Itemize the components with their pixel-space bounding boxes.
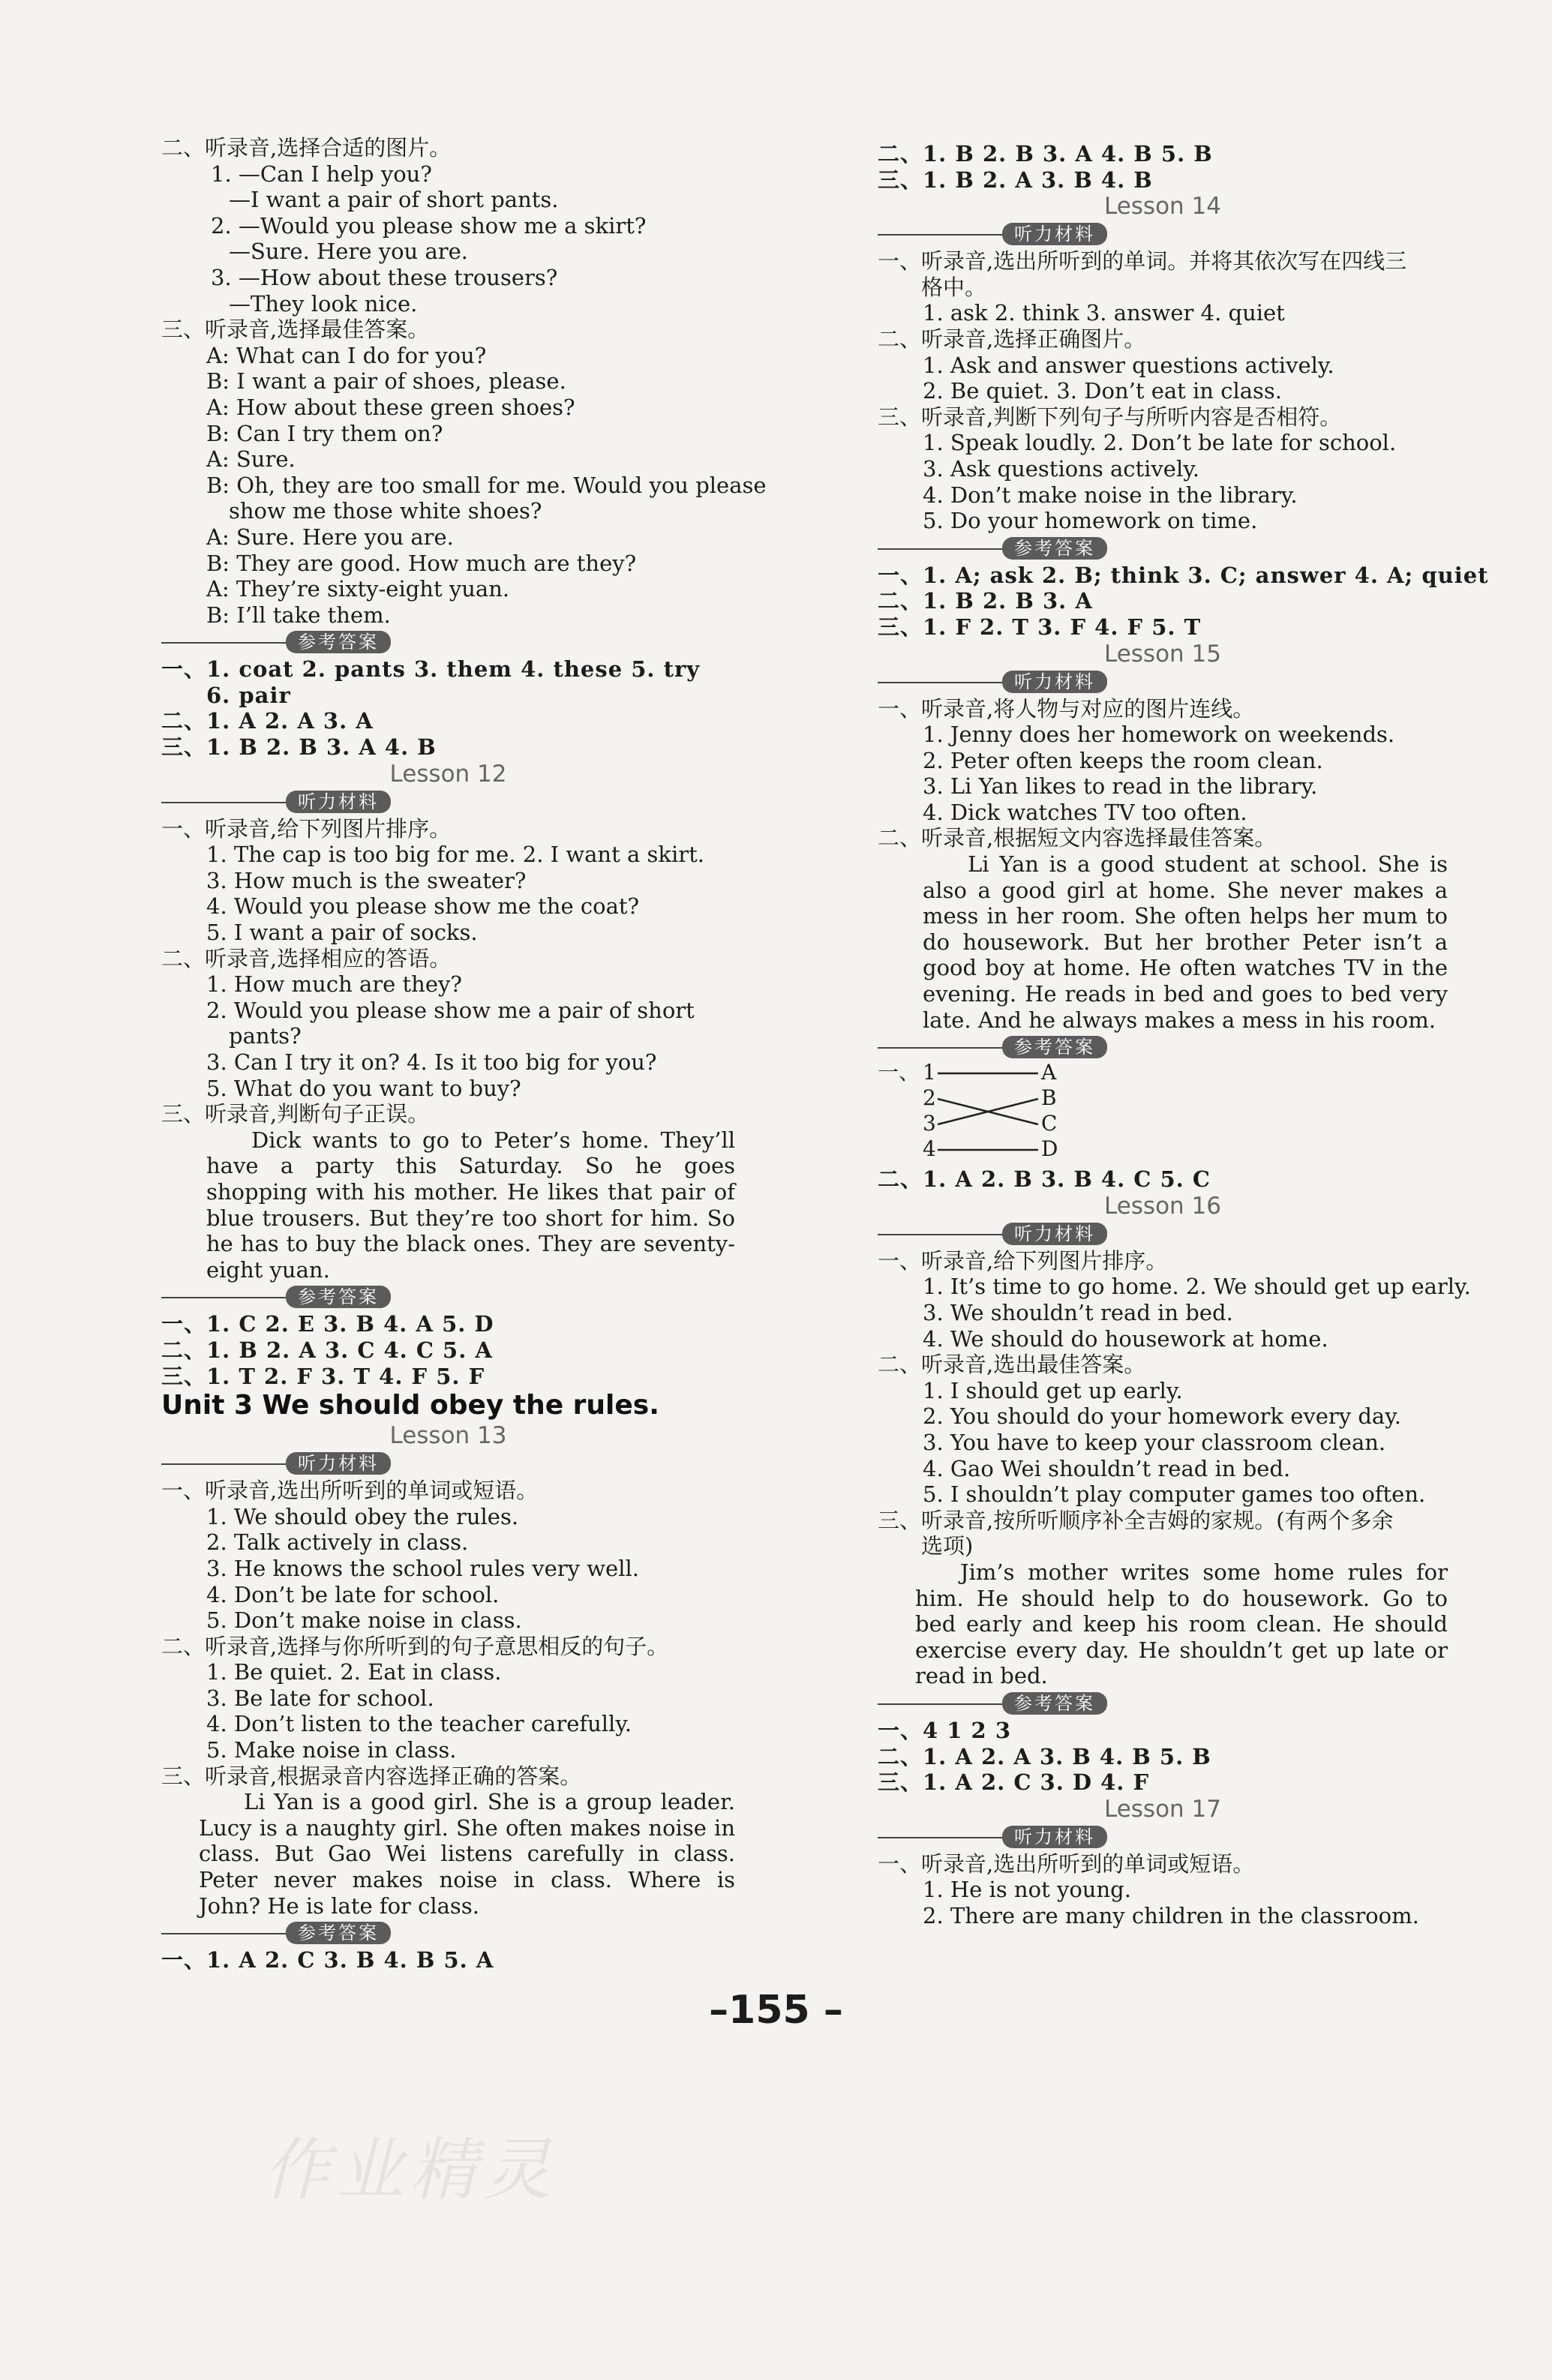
answers-badge: 参考答案 <box>286 1922 391 1944</box>
answer-line: 二、1. B 2. A 3. C 4. C 5. A <box>161 1337 493 1363</box>
section-title: 三、听录音,按所听顺序补全吉姆的家规。(有两个多余 <box>878 1507 1394 1533</box>
section-title: 二、听录音,选择与你所听到的句子意思相反的句子。 <box>161 1633 669 1659</box>
match-right-a: A <box>1041 1060 1057 1085</box>
text-line: 2. There are many children in the classroom. <box>923 1902 1419 1928</box>
answer-line: 6. pair <box>206 682 291 708</box>
answer-line: 二、1. A 2. A 3. B 4. B 5. B <box>878 1743 1211 1769</box>
text-line: —Sure. Here you are. <box>229 239 468 265</box>
match-left-3: 3 <box>923 1111 936 1136</box>
text-line: 1. ask 2. think 3. answer 4. quiet <box>923 300 1285 326</box>
listening-badge: 听力材料 <box>286 791 391 813</box>
passage: Jim’s mother writes some home rules for him. He should help to do housework. Go to bed early and keep his room clean. He should exercise every day. He shouldn’t get up late or read in bed. <box>915 1559 1448 1689</box>
text-line: 3. Ask questions actively. <box>923 455 1199 482</box>
match-right-b: B <box>1041 1085 1057 1111</box>
section-title: 三、听录音,判断下列句子与所听内容是否相符。 <box>878 404 1342 430</box>
section-title: 二、听录音,选择相应的答语。 <box>161 945 452 971</box>
lesson-title: Lesson 13 <box>389 1422 507 1450</box>
listening-header <box>878 1824 1448 1850</box>
text-line: 1. I should get up early. <box>923 1377 1183 1403</box>
text-line: 3. He knows the school rules very well. <box>206 1555 639 1581</box>
answers-header <box>161 1284 735 1310</box>
text-line: 4. Would you please show me the coat? <box>206 893 640 920</box>
lesson-title: Lesson 12 <box>389 760 507 788</box>
text-line: 1. Jenny does her homework on weekends. <box>923 722 1395 748</box>
lesson-title: Lesson 15 <box>1103 640 1221 668</box>
answer-line: 一、1. A; ask 2. B; think 3. C; answer 4. A; quiet <box>878 562 1489 588</box>
match-right-d: D <box>1041 1136 1058 1162</box>
answers-badge: 参考答案 <box>286 1286 391 1308</box>
text-line: 1. Ask and answer questions actively. <box>923 352 1334 378</box>
text-line: —I want a pair of short pants. <box>229 187 559 213</box>
text-line: 2. Be quiet. 3. Don’t eat in class. <box>923 378 1282 404</box>
text-line: 4. Don’t listen to the teacher carefully. <box>206 1711 632 1737</box>
listening-header <box>878 669 1448 695</box>
listening-header <box>161 789 735 815</box>
text-line: 1. —Can I help you? <box>211 161 432 187</box>
text-line: 5. I shouldn’t play computer games too often. <box>923 1481 1426 1508</box>
listening-header <box>878 221 1448 247</box>
answer-line: 一、1. A 2. C 3. B 4. B 5. A <box>161 1947 494 1973</box>
text-line: 5. Do your homework on time. <box>923 508 1258 534</box>
section-title: 三、听录音,判断句子正误。 <box>161 1101 430 1127</box>
listening-badge: 听力材料 <box>1002 223 1107 245</box>
answers-badge: 参考答案 <box>1002 1692 1107 1715</box>
text-line: 3. Be late for school. <box>206 1685 434 1711</box>
listening-header <box>878 1221 1448 1247</box>
match-prefix: 一、 <box>878 1060 920 1085</box>
text-line: 5. What do you want to buy? <box>206 1075 521 1101</box>
section-title: 一、听录音,选出所听到的单词。并将其依次写在四线三 <box>878 248 1407 275</box>
dialogue-line: A: They’re sixty-eight yuan. <box>206 576 510 602</box>
dialogue-line: A: How about these green shoes? <box>206 394 575 420</box>
section-title: 一、听录音,选出所听到的单词或短语。 <box>878 1850 1255 1877</box>
text-line: 3. We shouldn’t read in bed. <box>923 1300 1233 1325</box>
section-title: 一、听录音,选出所听到的单词或短语。 <box>161 1478 539 1504</box>
answers-header <box>878 1691 1448 1716</box>
answer-line: 一、1. C 2. E 3. B 4. A 5. D <box>161 1311 494 1337</box>
text-line: 3. —How about these trousers? <box>211 264 558 290</box>
dialogue-line: B: Oh, they are too small for me. Would you please <box>206 472 767 498</box>
section-title: 二、听录音,选择合适的图片。 <box>161 135 452 161</box>
section-title-cont: 格中。 <box>921 274 987 300</box>
text-line: 4. We should do housework at home. <box>923 1325 1328 1352</box>
text-line: 3. Can I try it on? 4. Is it too big for you? <box>206 1049 657 1075</box>
dialogue-line: A: Sure. <box>206 446 296 473</box>
dialogue-line: A: Sure. Here you are. <box>206 524 454 550</box>
text-line: 4. Dick watches TV too often. <box>923 799 1247 825</box>
match-lines <box>878 1061 1073 1166</box>
text-line: 4. Don’t make noise in the library. <box>923 482 1298 508</box>
answers-header <box>161 629 735 655</box>
text-line: 2. Peter often keeps the room clean. <box>923 747 1323 773</box>
watermark-logo: 作业精灵 <box>263 2131 557 2210</box>
text-line: 3. How much is the sweater? <box>206 867 527 893</box>
section-title: 一、听录音,给下列图片排序。 <box>161 815 452 842</box>
page-number: –155 – <box>709 1988 843 2033</box>
lesson-title: Lesson 16 <box>1103 1192 1221 1220</box>
text-line: 1. He is not young. <box>923 1877 1131 1903</box>
answer-line: 三、1. F 2. T 3. F 4. F 5. T <box>878 614 1202 640</box>
dialogue-line: B: I want a pair of shoes, please. <box>206 368 566 395</box>
right-column <box>878 0 1489 1928</box>
dialogue-line: show me those white shoes? <box>229 498 542 524</box>
text-line: 1. It’s time to go home. 2. We should get up early. <box>923 1274 1471 1300</box>
text-line: 3. Li Yan likes to read in the library. <box>923 773 1318 800</box>
text-line: 2. Talk actively in class. <box>206 1529 469 1556</box>
section-title: 一、听录音,将人物与对应的图片连线。 <box>878 695 1255 722</box>
text-line: 1. Be quiet. 2. Eat in class. <box>206 1659 502 1685</box>
text-line: 4. Don’t be late for school. <box>206 1581 500 1607</box>
section-title-cont: 选项) <box>921 1533 974 1559</box>
text-line: 5. I want a pair of socks. <box>206 920 478 946</box>
listening-badge: 听力材料 <box>1002 1826 1107 1848</box>
answer-line: 二、1. B 2. B 3. A 4. B 5. B <box>878 141 1213 167</box>
section-title: 二、听录音,选出最佳答案。 <box>878 1352 1146 1378</box>
matching-diagram <box>878 1061 1073 1166</box>
text-line: 2. You should do your homework every day. <box>923 1403 1401 1430</box>
answer-line: 三、1. A 2. C 3. D 4. F <box>878 1769 1150 1796</box>
answer-line: 三、1. B 2. B 3. A 4. B <box>161 734 437 761</box>
listening-badge: 听力材料 <box>1002 1223 1107 1245</box>
dialogue-line: B: I’ll take them. <box>206 602 391 628</box>
answers-header <box>878 536 1448 561</box>
text-line: pants? <box>229 1023 302 1049</box>
answers-header <box>161 1920 735 1946</box>
lesson-title: Lesson 17 <box>1103 1795 1221 1823</box>
unit-title: Unit 3 We should obey the rules. <box>161 1390 659 1421</box>
dialogue-line: A: What can I do for you? <box>206 342 487 368</box>
text-line: 1. The cap is too big for me. 2. I want a skirt. <box>206 842 704 868</box>
answer-line: 二、1. B 2. B 3. A <box>878 588 1093 614</box>
section-title: 二、听录音,根据短文内容选择最佳答案。 <box>878 825 1277 851</box>
listening-badge: 听力材料 <box>286 1452 391 1475</box>
left-column <box>161 0 767 1973</box>
text-line: 1. Speak loudly. 2. Don’t be late for school. <box>923 430 1397 456</box>
match-right-c: C <box>1041 1111 1058 1136</box>
answer-line: 三、1. B 2. A 3. B 4. B <box>878 167 1153 193</box>
answers-badge: 参考答案 <box>286 631 391 653</box>
answer-line: 三、1. T 2. F 3. T 4. F 5. F <box>161 1363 485 1389</box>
answer-line: 一、4 1 2 3 <box>878 1717 1012 1743</box>
text-line: 1. How much are they? <box>206 971 462 998</box>
section-title: 三、听录音,根据录音内容选择正确的答案。 <box>161 1763 582 1789</box>
text-line: —They look nice. <box>229 290 418 317</box>
answers-header <box>878 1034 1448 1060</box>
text-line: 4. Gao Wei shouldn’t read in bed. <box>923 1455 1291 1481</box>
answer-line: 一、1. coat 2. pants 3. them 4. these 5. try <box>161 656 701 683</box>
answer-line: 二、1. A 2. A 3. A <box>161 708 374 734</box>
answer-line: 二、1. A 2. B 3. B 4. C 5. C <box>878 1166 1211 1193</box>
passage: Li Yan is a good girl. She is a group leader. Lucy is a naughty girl. She often makes noise in class. But Gao Wei listens carefully in class. Peter never makes noise in class. Where is John? He is late for class. <box>199 1789 735 1919</box>
match-left-2: 2 <box>923 1085 936 1111</box>
section-title: 三、听录音,选择最佳答案。 <box>161 317 430 343</box>
dialogue-line: B: They are good. How much are they? <box>206 550 637 576</box>
text-line: 5. Don’t make noise in class. <box>206 1607 522 1634</box>
answers-badge: 参考答案 <box>1002 1036 1107 1058</box>
text-line: 1. We should obey the rules. <box>206 1503 519 1529</box>
listening-badge: 听力材料 <box>1002 671 1107 693</box>
text-line: 5. Make noise in class. <box>206 1737 457 1763</box>
passage: Li Yan is a good student at school. She is also a good girl at home. She never makes a mess in her room. She often helps her mum to do housework. But her brother Peter isn’t a good boy at home. He often watches TV in the evening. He reads in bed and goes to bed very late. And he always makes a mess in his room. <box>923 851 1448 1033</box>
text-line: 3. You have to keep your classroom clean. <box>923 1429 1386 1455</box>
lesson-title: Lesson 14 <box>1103 193 1221 221</box>
text-line: 2. Would you please show me a pair of short <box>206 997 695 1023</box>
answers-badge: 参考答案 <box>1002 537 1107 560</box>
match-left-4: 4 <box>923 1136 936 1162</box>
section-title: 二、听录音,选择正确图片。 <box>878 326 1146 352</box>
passage: Dick wants to go to Peter’s home. They’ll have a party this Saturday. So he goes shopping with his mother. He likes that pair of blue trousers. But they’re too short for him. So he has to buy the black ones. They are seventy-eight yuan. <box>206 1127 735 1283</box>
section-title: 一、听录音,给下列图片排序。 <box>878 1247 1168 1274</box>
text-line: 2. —Would you please show me a skirt? <box>211 212 647 239</box>
dialogue-line: B: Can I try them on? <box>206 420 443 446</box>
match-left-1: 1 <box>923 1060 936 1085</box>
listening-header <box>161 1451 735 1476</box>
